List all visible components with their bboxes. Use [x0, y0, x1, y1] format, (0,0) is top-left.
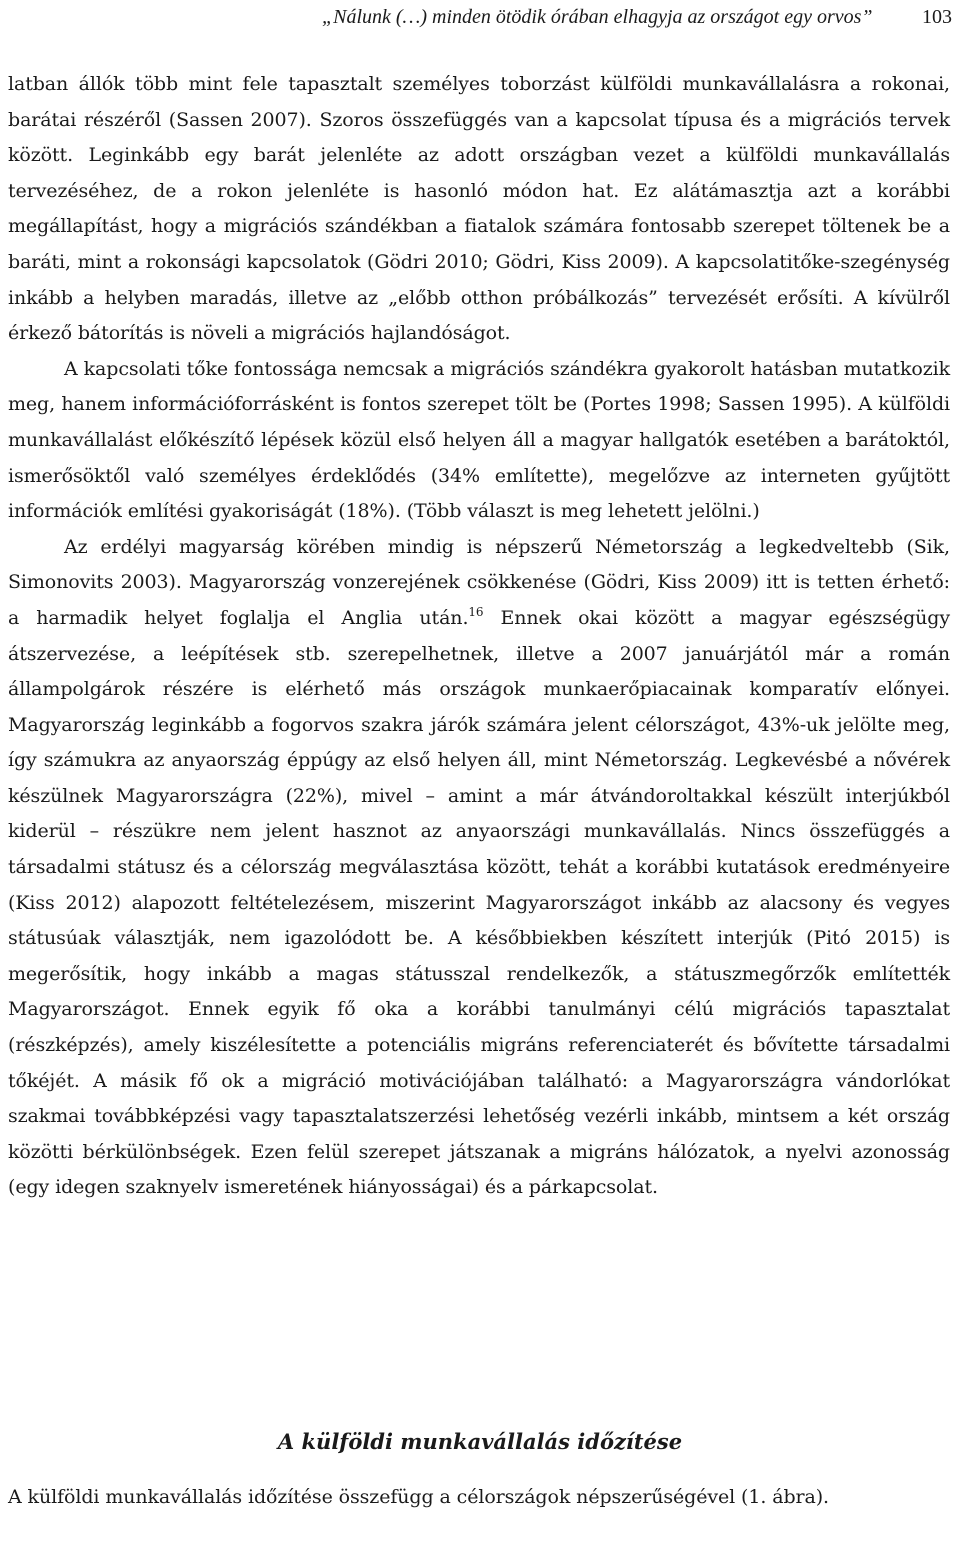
section-paragraph: A külföldi munkavállalás időzítése összefügg a célországok népszerűségével (1. ábra).	[8, 1486, 829, 1508]
paragraph-2: A kapcsolati tőke fontossága nemcsak a migrációs szándékra gyakorolt hatásban mutatkozik meg, hanem információforrásként is fontos szerepet tölt be (Portes 1998; Sassen 1995). A külföldi munkavállalást előkészítő lépések közül első helyen áll a magyar hallgatók esetében a barátoktól, ismerősöktől való személyes érdeklődés (34% említette), megelőzve az interneten gyűjtött információk említési gyakoriságát (18%). (Több választ is meg lehetett jelölni.)	[8, 357, 950, 523]
paragraph-1: latban állók több mint fele tapasztalt személyes toborzást külföldi munkavállalásra a rokonai, barátai részéről (Sassen 2007). Szoros összefüggés van a kapcsolat típusa és a migrációs tervek között. Leginkább egy barát jelenléte az adott országban vezet a külföldi munkavállalás tervezéséhez, de a rokon jelenléte is hasonló módon hat. Ez alátámasztja azt a korábbi megállapítást, hogy a migrációs szándékban a fiatalok számára fontosabb szerepet töltenek be a baráti, mint a rokonsági kapcsolatok (Gödri 2010; Gödri, Kiss 2009). A kapcsolatitőke-szegénység inkább a helyben maradás, illetve az „előbb otthon próbálkozás” tervezését erősíti. A kívülről érkező bátorítás is növeli a migrációs hajlandóságot.	[8, 73, 950, 345]
paragraph-3-text-before-note: Az erdélyi magyarság körében mindig is népszerű Németország a legkedveltebb (Sik, Simonovits 2003). Magyarország vonzerejének csökkenése (Gödri, Kiss 2009) itt is tetten érhető: a harmadik helyet foglalja el Anglia után.	[8, 535, 950, 629]
footnote-reference[interactable]: 16	[468, 604, 484, 619]
paragraph-3	[8, 530, 950, 1206]
section-body	[8, 1480, 950, 1516]
page-number: 103	[922, 6, 952, 28]
running-title: „Nálunk (…) minden ötödik órában elhagyja az országot egy orvos”	[322, 6, 873, 28]
paragraph-3-text-after-note: Ennek okai között a magyar egészségügy átszervezése, a leépítések stb. szerepelhetnek, illetve a 2007 januárjától már a román állampolgárok részére is elérhető más országok munkaerőpiacainak komparatív előnyei. Magyarország leginkább a fogorvos szakra járók számára jelent célországot, 43%-uk jelölte meg, így számukra az anyaország éppúgy az első helyen áll, mint Németország. Legkevésbé a nővérek készülnek Magyarországra (22%), mivel – amint a már átvándoroltakkal készült interjúkból kiderül – részükre nem jelent hasznot az anyaországi munkavállalás. Nincs összefüggés a társadalmi státusz és a célország megválasztása között, tehát a korábbi kutatások eredményeire (Kiss 2012) alapozott feltételezésem, miszerint Magyarországot inkább az alacsony és vegyes státusúak választják, nem igazolódott be. A későbbiekben készített interjúk (Pitó 2015) is megerősítik, hogy inkább a magas státusszal rendelkezők, a státuszmegőrzők említették Magyarországot. Ennek egyik fő oka a korábbi tanulmányi célú migrációs tapasztalat (részképzés), amely kiszélesítette a potenciális migráns referenciaterét és bővítette társadalmi tőkéjét. A másik fő ok a migráció motivációjában található: a Magyarországra vándorlókat szakmai továbbképzési vagy tapasztalatszerzési lehetőség vezérli inkább, mintsem a két ország közötti bérkülönbségek. Ezen felül szerepet játszanak a migráns hálózatok, a nyelvi azonosság (egy idegen szaknyelv ismeretének hiányosságai) és a párkapcsolat.	[8, 606, 950, 1199]
section-heading: A külföldi munkavállalás időzítése	[277, 1429, 683, 1455]
running-head	[0, 2, 952, 32]
main-text	[8, 67, 950, 1206]
